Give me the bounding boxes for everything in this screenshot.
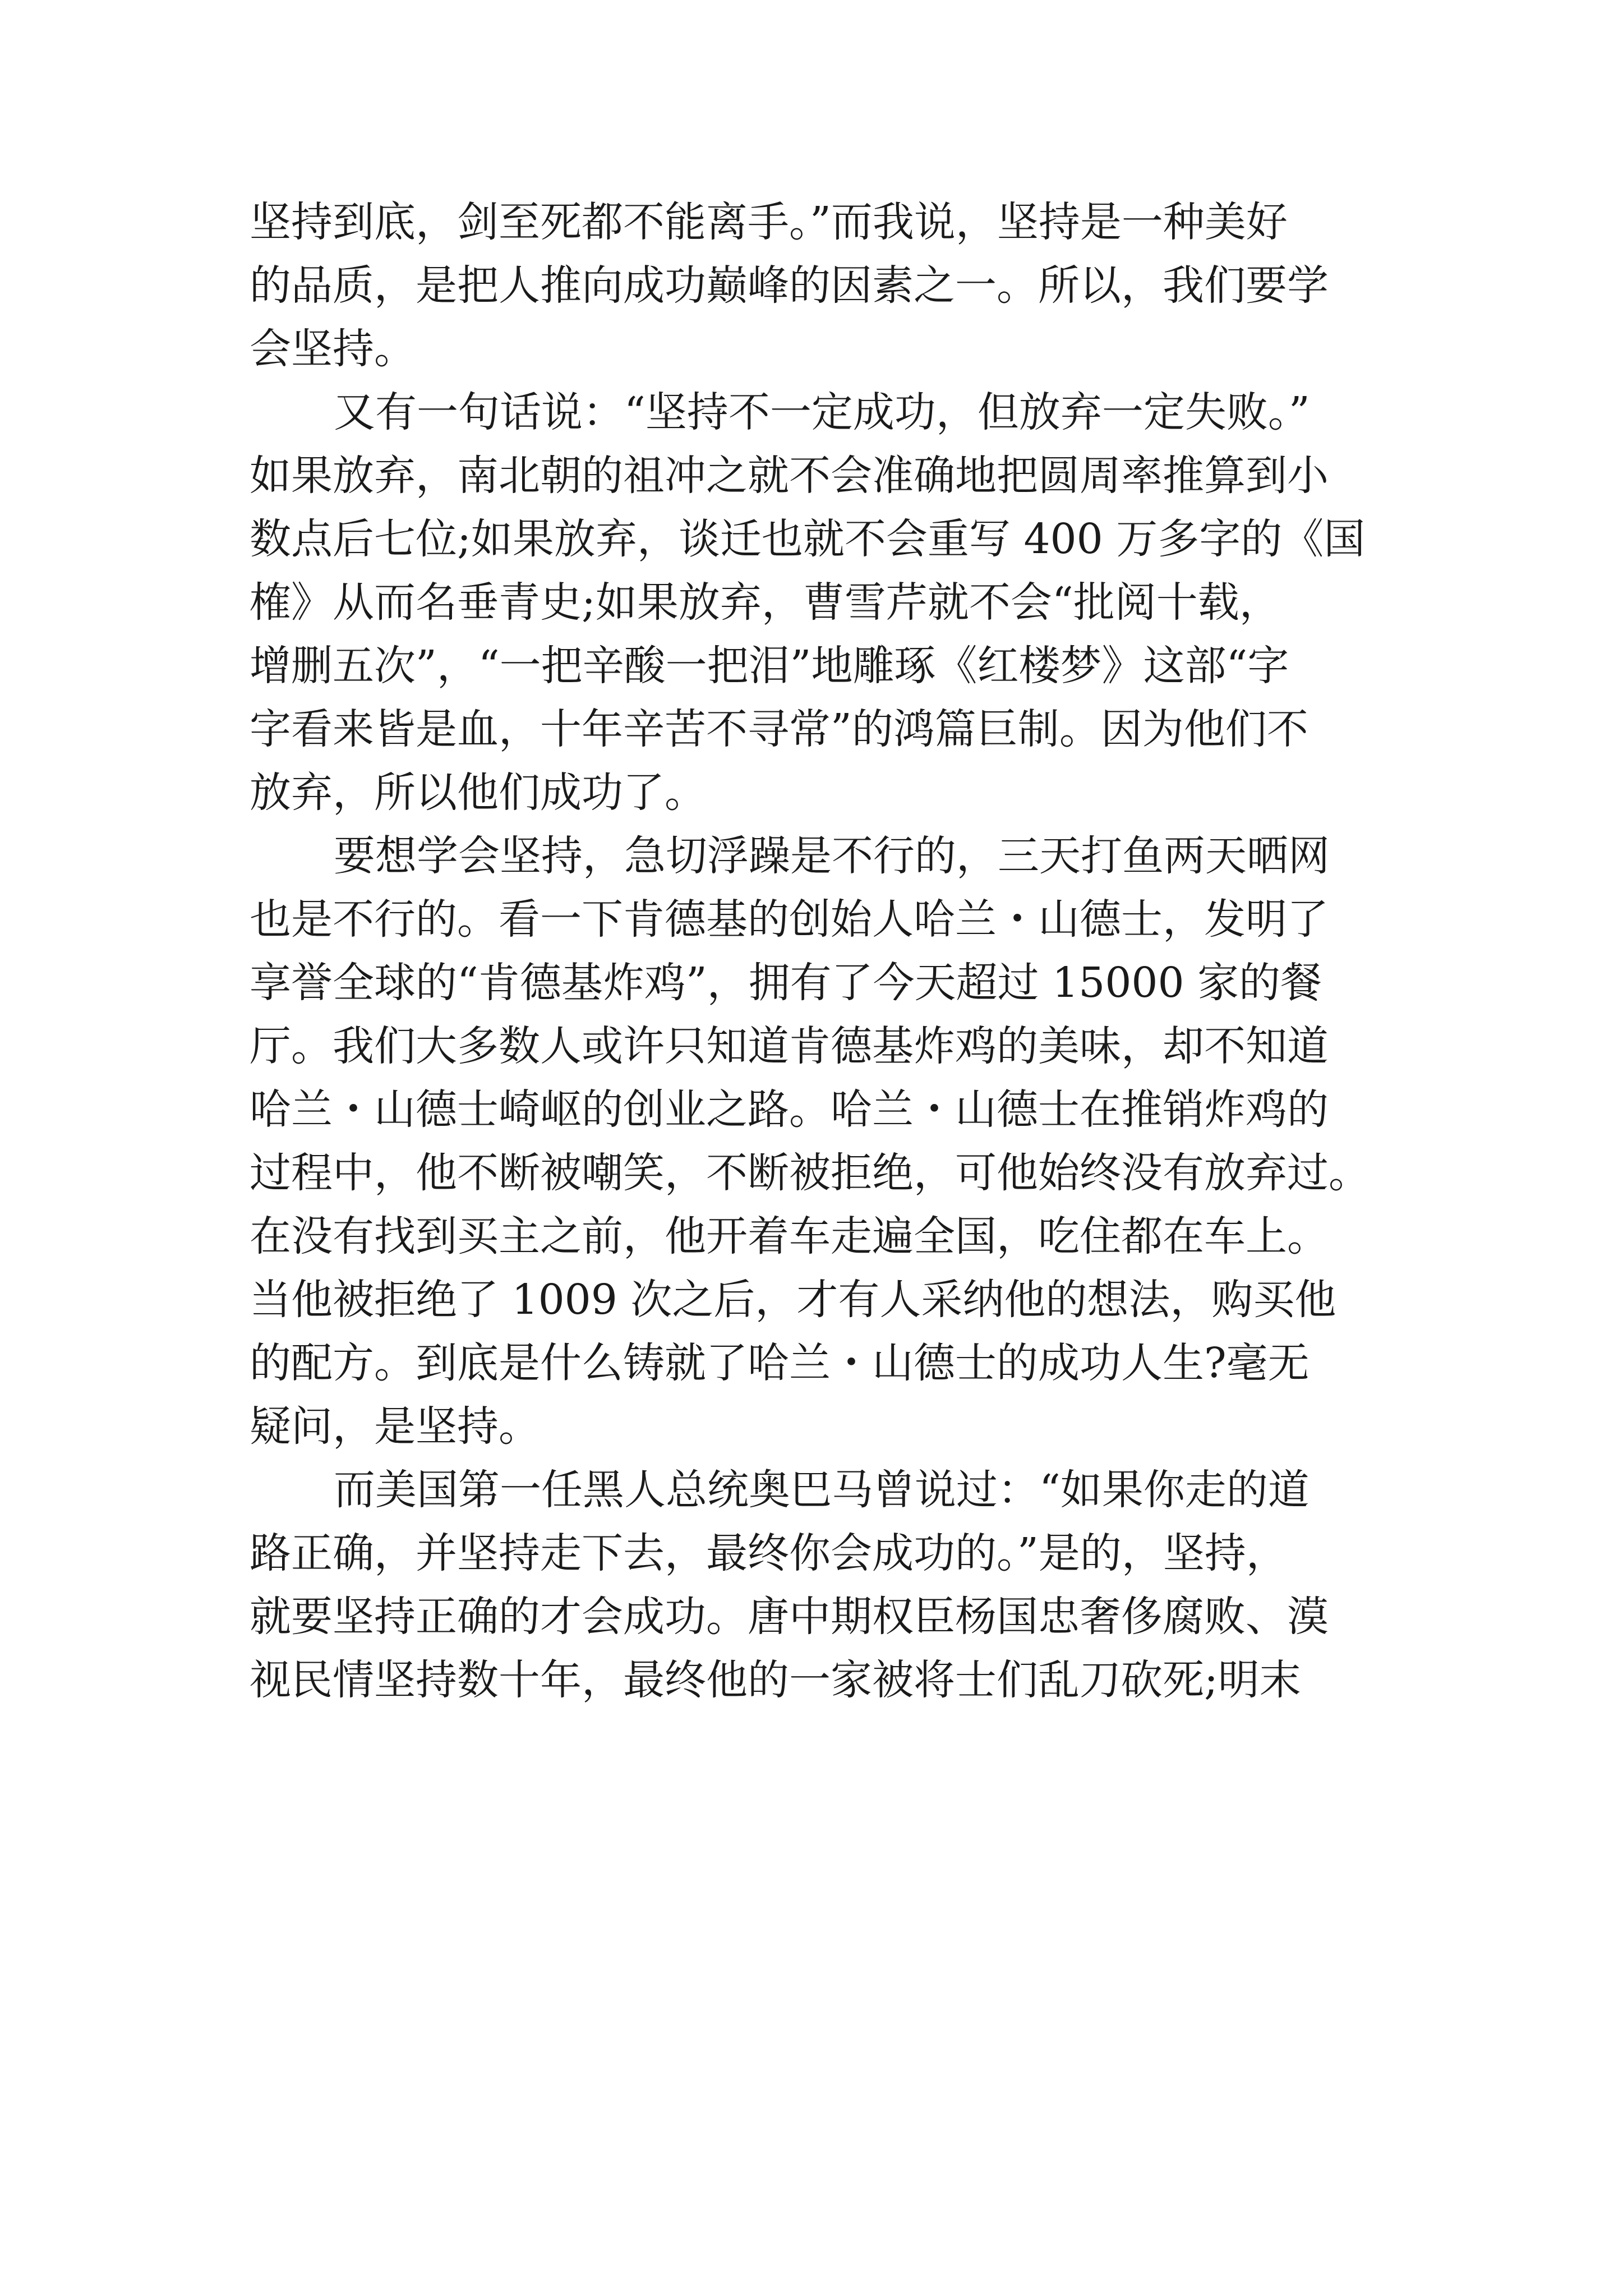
text-line: 当他被拒绝了 1009 次之后，才有人采纳他的想法，购买他 [250, 1276, 1336, 1324]
text-line: 哈兰・山德士崎岖的创业之路。哈兰・山德士在推销炸鸡的 [250, 1085, 1329, 1134]
text-line: 的配方。到底是什么铸就了哈兰・山德士的成功人生?毫无 [250, 1339, 1310, 1387]
text-line: 疑问，是坚持。 [250, 1402, 540, 1451]
text-line: 视民情坚持数十年，最终他的一家被将士们乱刀砍死;明末 [250, 1656, 1301, 1704]
paragraph-first-line: 而美国第一任黑人总统奥巴马曾说过：“如果你走的道 [334, 1466, 1310, 1514]
text-line: 厅。我们大多数人或许只知道肯德基炸鸡的美味，却不知道 [250, 1022, 1329, 1070]
text-line: 会坚持。 [250, 325, 416, 373]
text-line: 增删五次”，“一把辛酸一把泪”地雕琢《红楼梦》这部“字 [250, 642, 1289, 690]
text-line: 放弃，所以他们成功了。 [250, 769, 706, 817]
text-line: 享誉全球的“肯德基炸鸡”，拥有了今天超过 15000 家的餐 [250, 959, 1322, 1007]
text-line: 也是不行的。看一下肯德基的创始人哈兰・山德士，发明了 [250, 895, 1329, 944]
text-line: 的品质，是把人推向成功巅峰的因素之一。所以，我们要学 [250, 261, 1329, 310]
text-line: 如果放弃，南北朝的祖冲之就不会准确地把圆周率推算到小 [250, 452, 1329, 500]
text-line: 字看来皆是血，十年辛苦不寻常”的鸿篇巨制。因为他们不 [250, 705, 1308, 753]
paragraph-first-line: 又有一句话说：“坚持不一定成功，但放弃一定失败。” [334, 388, 1310, 436]
text-line: 就要坚持正确的才会成功。唐中期权臣杨国忠奢侈腐败、漠 [250, 1593, 1329, 1641]
paragraph-first-line: 要想学会坚持，急切浮躁是不行的，三天打鱼两天晒网 [334, 832, 1330, 880]
text-line: 榷》从而名垂青史;如果放弃，曹雪芹就不会“批阅十载， [250, 578, 1281, 627]
text-line: 在没有找到买主之前，他开着车走遍全国，吃住都在车上。 [250, 1212, 1329, 1260]
text-line: 路正确，并坚持走下去，最终你会成功的。”是的，坚持， [250, 1529, 1288, 1577]
text-line: 坚持到底，剑至死都不能离手。”而我说，坚持是一种美好 [250, 198, 1288, 246]
body-text [250, 191, 1394, 1712]
text-line: 过程中，他不断被嘲笑，不断被拒绝，可他始终没有放弃过。 [250, 1149, 1370, 1197]
text-line: 数点后七位;如果放弃，谈迁也就不会重写 400 万多字的《国 [250, 515, 1366, 563]
